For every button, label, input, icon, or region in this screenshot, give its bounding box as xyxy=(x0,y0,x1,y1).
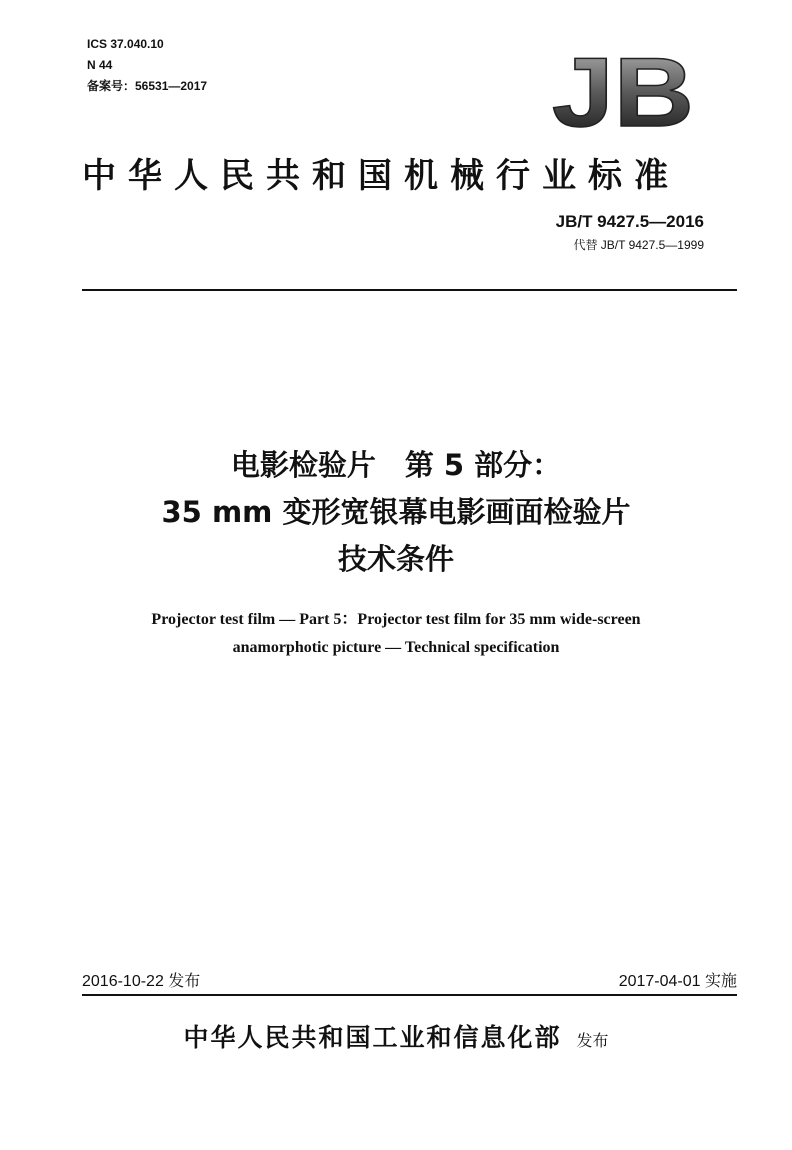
implementation-date: 2017-04-01 实施 xyxy=(618,973,737,990)
issue-date: 2016-10-22 发布 xyxy=(82,973,201,990)
standard-code-block xyxy=(556,212,704,253)
jb-logo-text: JB xyxy=(552,46,694,132)
standard-number: JB/T 9427.5—2016 xyxy=(555,212,704,231)
record-number: 备案号：56531—2017 xyxy=(87,79,208,93)
chinese-title xyxy=(0,442,792,583)
bottom-divider xyxy=(82,994,737,996)
classification-block xyxy=(87,34,207,97)
ics-code: ICS 37.040.10 xyxy=(87,37,164,51)
replaces-standard: 代替 JB/T 9427.5—1999 xyxy=(573,238,704,252)
chinese-title-line-3: 技术条件 xyxy=(337,542,454,576)
english-title-line-2: anamorphotic picture — Technical specification xyxy=(232,639,560,656)
standard-category-title: 中华人民共和国机械行业标准 xyxy=(82,156,680,196)
publisher-block xyxy=(0,1018,792,1054)
ccs-code: N 44 xyxy=(87,58,113,72)
chinese-title-line-2: 35 mm 变形宽银幕电影画面检验片 xyxy=(161,495,631,529)
english-title-line-1: Projector test film — Part 5：Projector test film for 35 mm wide-screen xyxy=(151,611,641,628)
top-divider xyxy=(82,289,737,291)
publisher-action: 发布 xyxy=(576,1031,609,1050)
date-row xyxy=(82,968,737,992)
jb-logo xyxy=(548,46,698,132)
chinese-title-line-1: 电影检验片 第 5 部分： xyxy=(230,448,562,482)
english-title xyxy=(0,606,792,662)
publisher-organization: 中华人民共和国工业和信息化部 xyxy=(183,1023,562,1052)
